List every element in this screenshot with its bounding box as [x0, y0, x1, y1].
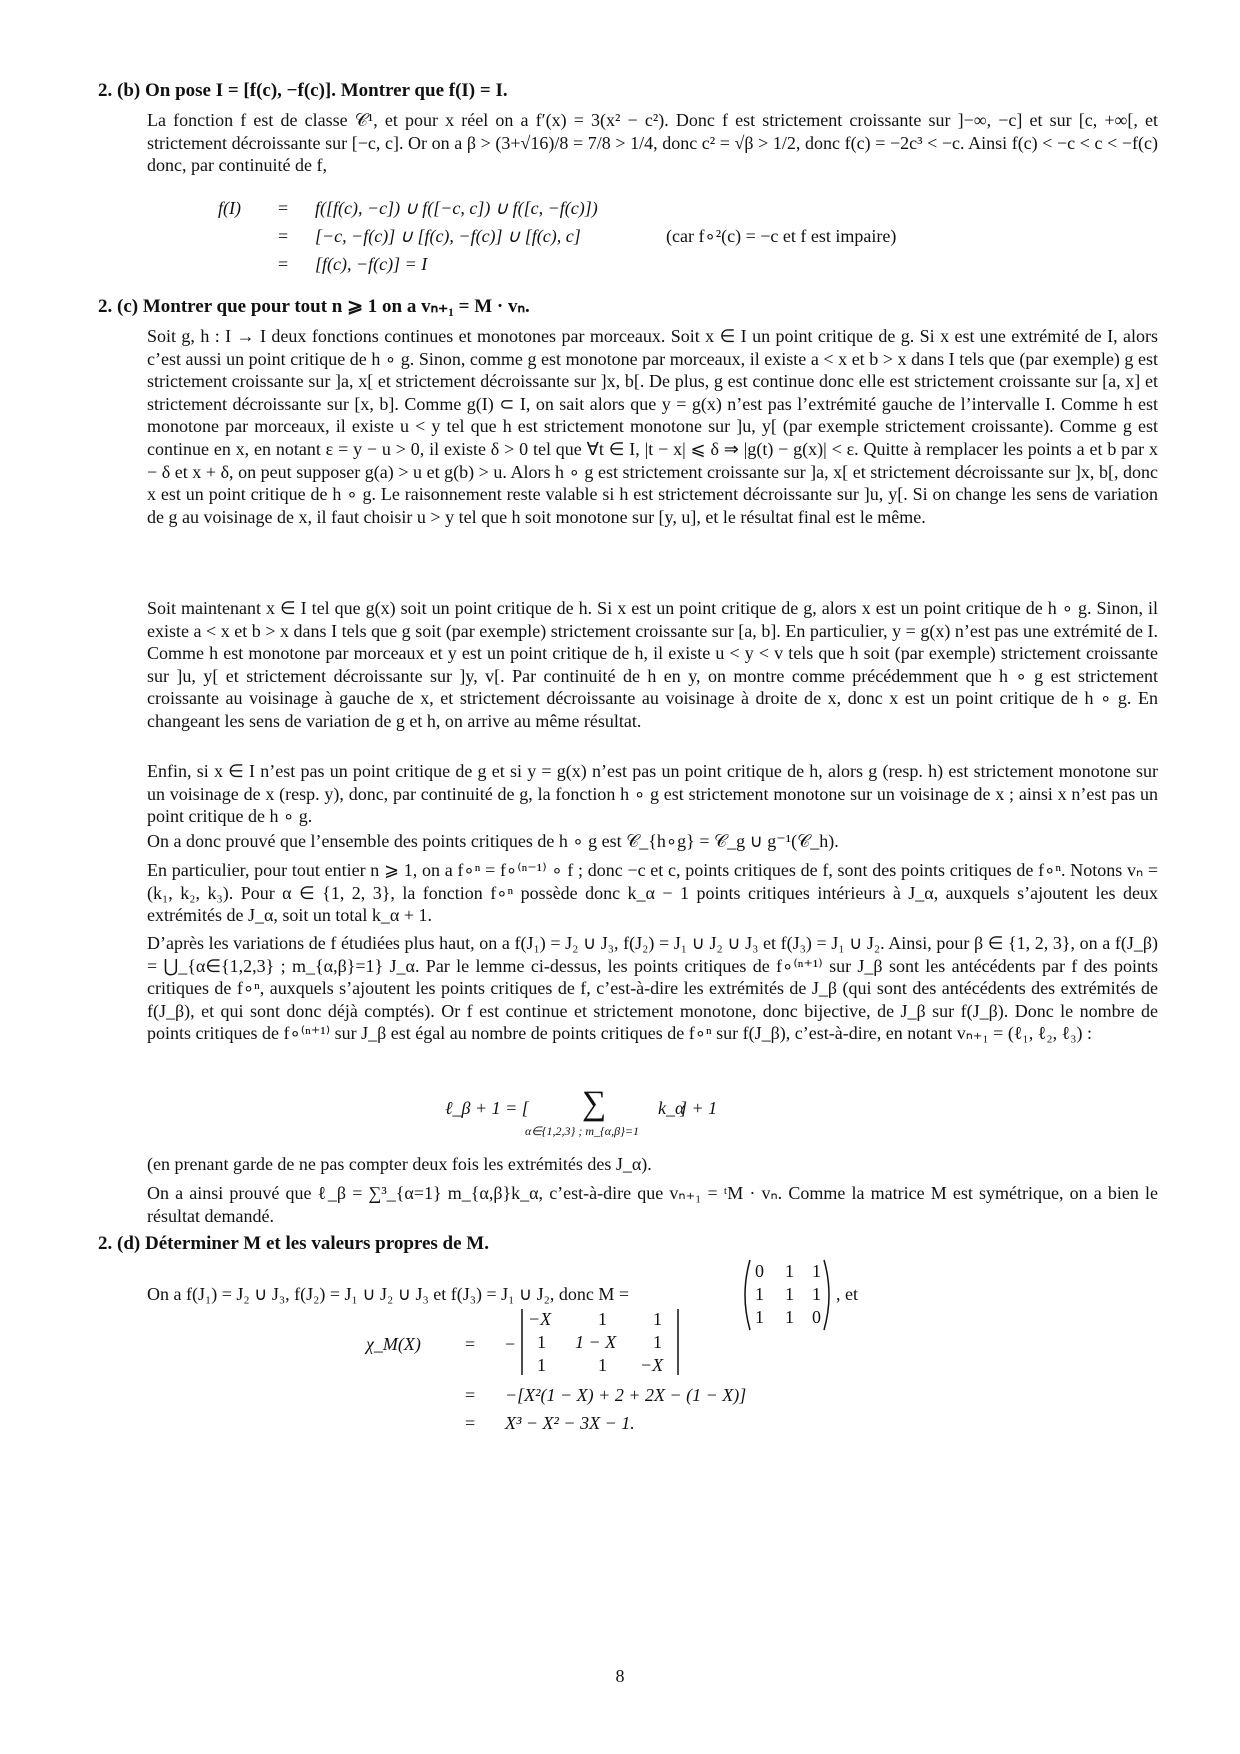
- eq-note: (car f∘²(c) = −c et f est impaire): [666, 226, 897, 246]
- question-2c-paragraph-7: (en prenant garde de ne pas compter deux fois les extrémités des J_α).: [147, 1154, 652, 1174]
- matrix-cell: 1: [812, 1284, 821, 1304]
- after-matrix-text: , et: [836, 1284, 858, 1304]
- det-cell: 1: [537, 1332, 546, 1352]
- matrix-cell: 1: [785, 1261, 794, 1281]
- question-2c-paragraph-4: On a donc prouvé que l’ensemble des points critiques de h ∘ g est 𝒞_{h∘g} = 𝒞_g ∪ g⁻¹(𝒞_h).: [147, 831, 839, 851]
- det-cell: −X: [640, 1355, 664, 1375]
- question-2c-paragraph-5: En particulier, pour tout entier n ⩾ 1, on a f∘ⁿ = f∘⁽ⁿ⁻¹⁾ ∘ f ; donc −c et c, points critiques de f, sont des points critiques de f∘ⁿ. Notons vₙ = (k₁, k₂, k₃). Pour α ∈ {1, 2, 3}, la fonction f∘ⁿ possède donc k_α − 1 points critiques intérieurs à J_α, auxquels s’ajoutent les deux extrémités de J_α, soit un total k_α + 1.: [147, 860, 1158, 926]
- sum-symbol: ∑: [582, 1085, 607, 1122]
- chi-lhs: χ_M(X): [366, 1334, 421, 1354]
- matrix-cell: 1: [755, 1307, 764, 1327]
- eq-row-1: f([f(c), −c]) ∪ f([−c, c]) ∪ f([c, −f(c)]): [315, 198, 598, 218]
- det-cell: 1 − X: [575, 1332, 617, 1352]
- formula-rhs: ] + 1: [680, 1098, 718, 1118]
- det-cell: 1: [598, 1309, 607, 1329]
- matrix-cell: 1: [785, 1284, 794, 1304]
- det-cell: 1: [653, 1309, 662, 1329]
- det-cell: 1: [537, 1355, 546, 1375]
- eq-sign: =: [465, 1385, 476, 1405]
- eq-lhs: f(I): [218, 198, 241, 218]
- det-cell: 1: [653, 1332, 662, 1352]
- eq-sign: =: [278, 198, 289, 218]
- chi-row-3: X³ − X² − 3X − 1.: [505, 1413, 635, 1433]
- question-2d-intro: On a f(J₁) = J₂ ∪ J₃, f(J₂) = J₁ ∪ J₂ ∪ J₃ et f(J₃) = J₁ ∪ J₂, donc M =: [147, 1284, 630, 1304]
- matrix-cell: 0: [755, 1261, 764, 1281]
- question-2d-heading: 2. (d) Déterminer M et les valeurs propres de M.: [98, 1233, 489, 1254]
- matrix-cell: 1: [812, 1261, 821, 1281]
- question-2c-paragraph-8: On a ainsi prouvé que ℓ_β = ∑³_{α=1} m_{α,β}k_α, c’est-à-dire que vₙ₊₁ = ᵗM · vₙ. Comme la matrice M est symétrique, on a bien le résultat demandé.: [147, 1183, 1158, 1226]
- question-2b-heading: 2. (b) On pose I = [f(c), −f(c)]. Montrer que f(I) = I.: [98, 80, 508, 101]
- minus-sign: −: [505, 1334, 516, 1354]
- question-2c-paragraph-6: D’après les variations de f étudiées plus haut, on a f(J₁) = J₂ ∪ J₃, f(J₂) = J₁ ∪ J₂ ∪ J₃ et f(J₃) = J₁ ∪ J₂. Ainsi, pour β ∈ {1, 2, 3}, on a f(J_β) = ⋃_{α∈{1,2,3} ; m_{α,β}=1} J_α. Par le lemme ci-dessus, les points critiques de f∘⁽ⁿ⁺¹⁾ sur J_β sont les antécédents par f des points critiques de f∘ⁿ, auxquels s’ajoutent les points critiques de f, c’est-à-dire les extrémités de J_β (qui sont des antécédents des extrémités de f(J_β), et qui sont donc déjà comptés). Or f est continue et strictement monotone, donc bijective, de J_β sur f(J_β). Donc le nombre de points critiques de f∘⁽ⁿ⁺¹⁾ sur J_β est égal au nombre de points critiques de f∘ⁿ sur f(J_β), c’est-à-dire, en notant vₙ₊₁ = (ℓ₁, ℓ₂, ℓ₃) :: [147, 933, 1158, 1044]
- formula-term: k_α: [658, 1098, 685, 1118]
- matrix-cell: 0: [812, 1307, 821, 1327]
- matrix-cell: 1: [785, 1307, 794, 1327]
- sum-subscript: α∈{1,2,3} ; m_{α,β}=1: [525, 1124, 639, 1138]
- det-cell: −X: [528, 1309, 552, 1329]
- matrix-cell: 1: [755, 1284, 764, 1304]
- formula-lhs: ℓ_β + 1 = [: [445, 1098, 529, 1118]
- eq-sign: =: [278, 254, 289, 274]
- question-2b-paragraph: La fonction f est de classe 𝒞¹, et pour x réel on a f′(x) = 3(x² − c²). Donc f est strictement croissante sur ]−∞, −c] et sur [c, +∞[, et strictement décroissante sur [−c, c]. Or on a β > (3+√16)/8 = 7/8 > 1/4, donc c² = √β > 1/2, donc f(c) = −2c³ < −c. Ainsi f(c) < −c < c < −f(c) donc, par continuité de f,: [147, 110, 1158, 176]
- eq-sign: =: [465, 1413, 476, 1433]
- eq-row-3: [f(c), −f(c)] = I: [315, 254, 428, 274]
- chi-row-2: −[X²(1 − X) + 2 + 2X − (1 − X)]: [505, 1385, 747, 1405]
- eq-sign: =: [278, 226, 289, 246]
- question-2c-paragraph-2: Soit maintenant x ∈ I tel que g(x) soit un point critique de h. Si x est un point critique de g, alors x est un point critique de h ∘ g. Sinon, il existe a < x et b > x dans I tels que g soit (par exemple) strictement croissante sur [a, b]. En particulier, y = g(x) n’est pas une extrémité de I. Comme h est monotone par morceaux et y est un point critique de h, il existe u < y < v tels que h soit (par exemple) strictement croissante sur ]u, y[ et strictement décroissante sur ]y, v[. Par continuité de h en y, on montre comme précédemment que h ∘ g est strictement croissante au voisinage à gauche de x, et strictement décroissante au voisinage à droite de x, donc x est un point critique de h ∘ g. En changeant les sens de variation de g et h, on arrive au même résultat.: [147, 598, 1158, 731]
- question-2c-paragraph-3: Enfin, si x ∈ I n’est pas un point critique de g et si y = g(x) n’est pas un point critique de h, alors g (resp. h) est strictement monotone sur un voisinage de x (resp. y), donc, par continuité de g, la fonction h ∘ g est strictement monotone sur un voisinage de x ; ainsi x n’est pas un point critique de h ∘ g.: [147, 761, 1158, 827]
- page-number: 8: [615, 1666, 625, 1686]
- det-cell: 1: [598, 1355, 607, 1375]
- question-2c-heading: 2. (c) Montrer que pour tout n ⩾ 1 on a vₙ₊₁ = M · vₙ.: [98, 296, 530, 317]
- eq-row-2: [−c, −f(c)] ∪ [f(c), −f(c)] ∪ [f(c), c]: [315, 226, 581, 246]
- eq-sign: =: [465, 1334, 476, 1354]
- question-2c-paragraph-1: Soit g, h : I → I deux fonctions continues et monotones par morceaux. Soit x ∈ I un point critique de g. Si x est une extrémité de I, alors c’est aussi un point critique de h ∘ g. Sinon, comme g est monotone par morceaux, il existe a < x et b > x dans I tels que (par exemple) g est strictement croissante sur ]a, x[ et strictement décroissante sur ]x, b[. De plus, g est continue donc elle est strictement croissante sur [a, x] et strictement décroissante sur [x, b]. Comme g(I) ⊂ I, on sait alors que y = g(x) n’est pas l’extrémité gauche de l’intervalle I. Comme h est monotone par morceaux, il existe u < y tel que h est strictement monotone sur ]u, y[ (par exemple strictement croissante). Comme g est continue en x, en notant ε = y − u > 0, il existe δ > 0 tel que ∀t ∈ I, |t − x| ⩽ δ ⇒ |g(t) − g(x)| < ε. Quitte à remplacer les points a et b par x − δ et x + δ, on peut supposer g(a) > u et g(b) > u. Alors h ∘ g est strictement croissante sur ]a, x[ et strictement décroissante sur ]x, b[, donc x est un point critique de h ∘ g. Le raisonnement reste valable si h est strictement décroissante sur ]u, y[. Si on change les sens de variation de g au voisinage de x, il faut choisir u > y tel que h soit monotone sur [y, u], et le résultat final est le même.: [147, 326, 1158, 527]
